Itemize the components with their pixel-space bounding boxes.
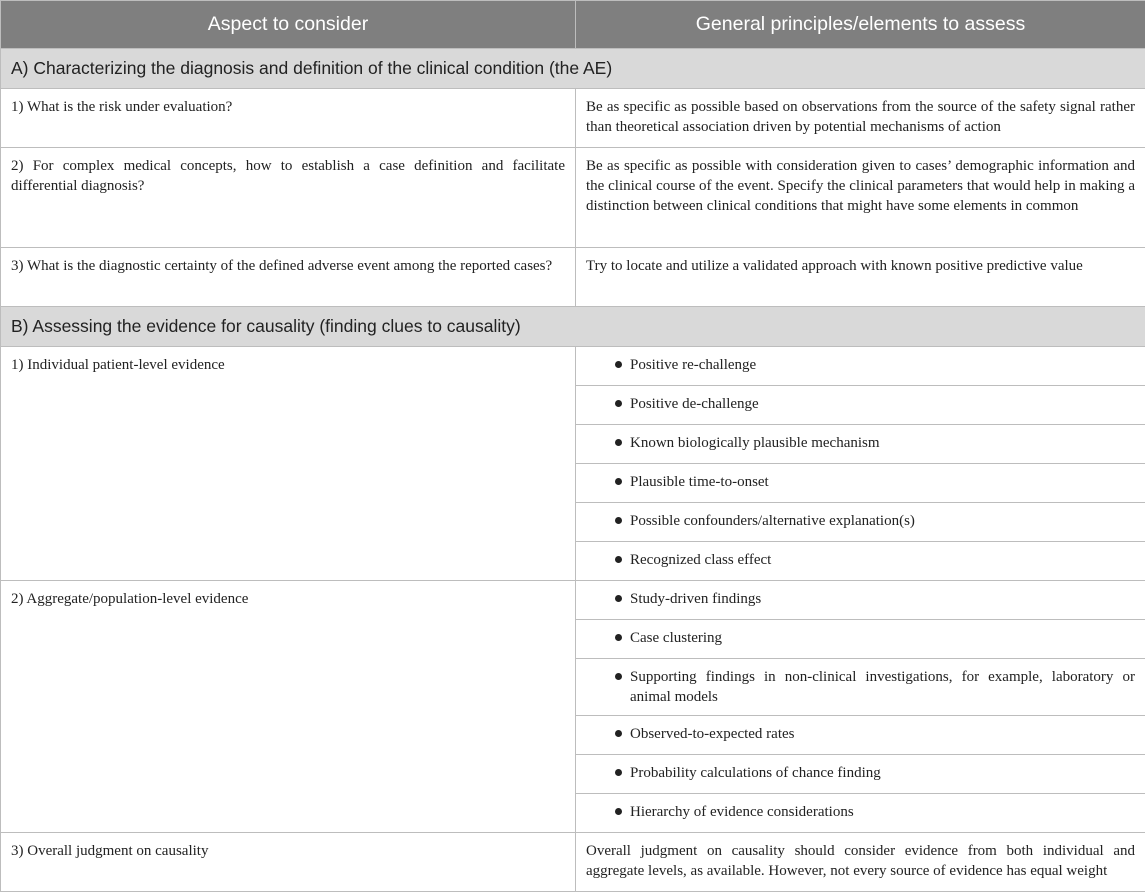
bullet-icon <box>615 439 622 446</box>
section-b-header <box>1 307 1145 347</box>
list-item: Probability calculations of chance finding <box>576 754 1145 793</box>
bullet-icon <box>615 595 622 602</box>
list-item: Possible confounders/alternative explanation(s) <box>576 502 1145 541</box>
list-item: Positive de-challenge <box>576 385 1145 424</box>
bullet-icon <box>615 478 622 485</box>
bullet-icon <box>615 769 622 776</box>
bullet-icon <box>615 517 622 524</box>
section-title: B) Assessing the evidence for causality (finding clues to causality) <box>1 307 1145 347</box>
section-a-header <box>1 49 1145 89</box>
aspect-cell: 1) Individual patient-level evidence <box>1 347 576 581</box>
bullet-icon <box>615 361 622 368</box>
list-item: Observed-to-expected rates <box>576 715 1145 754</box>
evidence-list <box>576 581 1145 833</box>
principle-cell: Try to locate and utilize a validated approach with known positive predictive value <box>576 248 1145 307</box>
principle-cell: Be as specific as possible with consideration given to cases’ demographic information and the clinical course of the event. Specify the clinical parameters that would help in making a distinction between clinical conditions that might have some elements in common <box>576 148 1145 248</box>
bullet-icon <box>615 400 622 407</box>
bullet-icon <box>615 730 622 737</box>
table-row <box>1 347 1145 581</box>
principle-cell: Be as specific as possible based on observations from the source of the safety signal rather than theoretical association driven by potential mechanisms of action <box>576 89 1145 148</box>
table-row <box>1 248 1145 307</box>
table-row <box>1 89 1145 148</box>
bullet-icon <box>615 808 622 815</box>
section-title: A) Characterizing the diagnosis and definition of the clinical condition (the AE) <box>1 49 1145 89</box>
table-row <box>1 833 1145 892</box>
list-item: Study-driven findings <box>576 581 1145 619</box>
bullet-icon <box>615 556 622 563</box>
table-row <box>1 148 1145 248</box>
bullet-icon <box>615 673 622 680</box>
list-item: Case clustering <box>576 619 1145 658</box>
aspect-cell: 1) What is the risk under evaluation? <box>1 89 576 148</box>
principle-cell: Overall judgment on causality should consider evidence from both individual and aggregate levels, as available. However, not every source of evidence has equal weight <box>576 833 1145 892</box>
header-aspect: Aspect to consider <box>1 1 576 49</box>
list-item: Known biologically plausible mechanism <box>576 424 1145 463</box>
aspect-cell: 3) What is the diagnostic certainty of the defined adverse event among the reported cases? <box>1 248 576 307</box>
table-row <box>1 581 1145 833</box>
header-principles: General principles/elements to assess <box>576 1 1145 49</box>
list-item: Hierarchy of evidence considerations <box>576 793 1145 832</box>
list-item: Plausible time-to-onset <box>576 463 1145 502</box>
list-item: Supporting findings in non-clinical investigations, for example, laboratory or animal models <box>576 658 1145 715</box>
bullet-icon <box>615 634 622 641</box>
aspect-cell: 2) For complex medical concepts, how to establish a case definition and facilitate differential diagnosis? <box>1 148 576 248</box>
aspect-cell: 2) Aggregate/population-level evidence <box>1 581 576 833</box>
list-item: Positive re-challenge <box>576 347 1145 385</box>
list-item: Recognized class effect <box>576 541 1145 580</box>
header-row <box>1 1 1145 49</box>
evidence-list <box>576 347 1145 581</box>
aspect-cell: 3) Overall judgment on causality <box>1 833 576 892</box>
